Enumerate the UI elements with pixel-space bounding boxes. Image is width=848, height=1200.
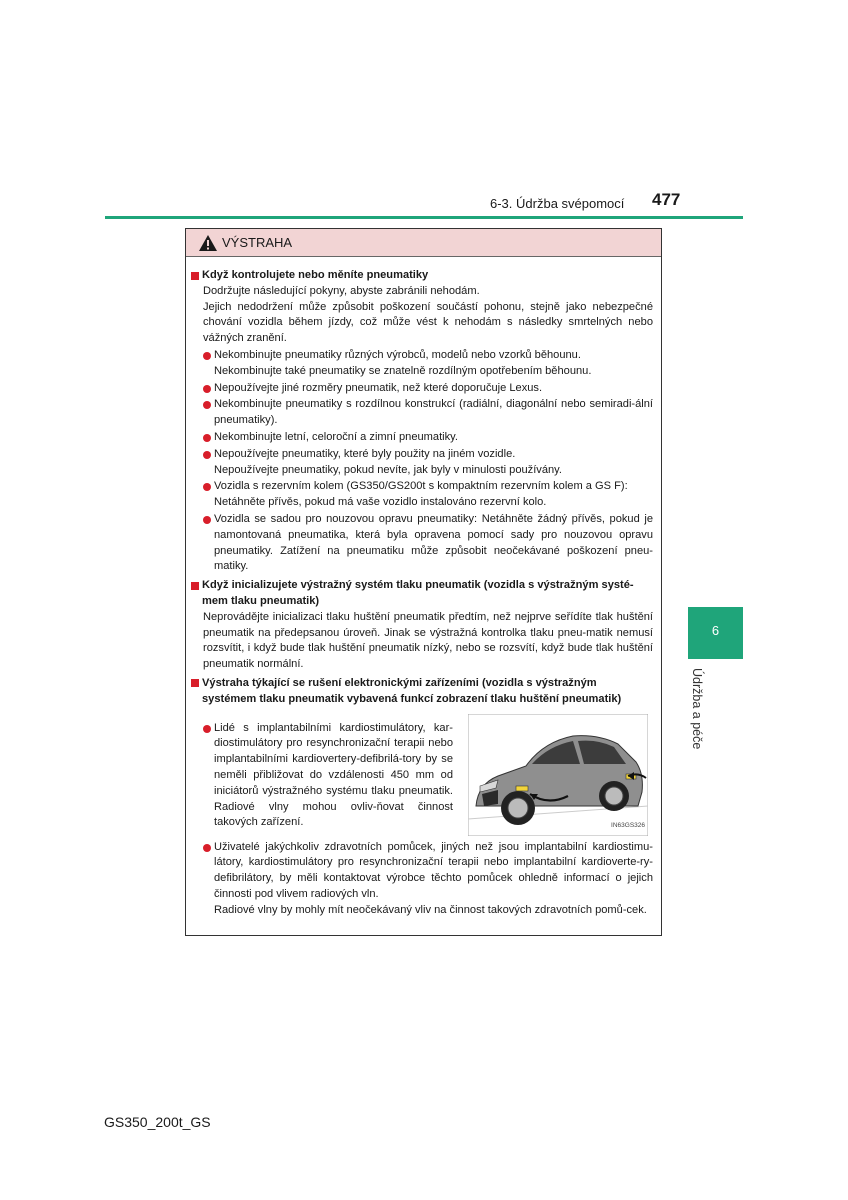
bullet-text: Nepoužívejte pneumatiky, pokud nevíte, jak byly v minulosti používány.	[214, 463, 562, 476]
list-item	[203, 397, 653, 429]
bullet-list	[189, 348, 653, 575]
bullet-text: Vozidla s rezervním kolem (GS350/GS200t s kompaktním rezervním kolem a GS F):	[214, 480, 628, 493]
bullet-text: Nepoužívejte pneumatiky, které byly použity na jiném vozidle.	[214, 447, 516, 460]
bullet-text: Nekombinujte letní, celoroční a zimní pneumatiky.	[214, 430, 458, 443]
footer-model-code: GS350_200t_GS	[104, 1114, 211, 1130]
bullet-text: Lidé s implantabilními kardiostimulátory, kar-diostimulátory pro resynchronizační terapii nebo implantabilními kardiovertery-defibrilá-tory by se neměli přibližovat do vzdálenosti 450 mm od iniciátorů výstražného systému tlaku pneumatik. Radiové vlny mohou ovliv-ňovat činnost takových zařízení.	[214, 721, 453, 829]
list-item	[203, 348, 653, 380]
section-intro	[189, 284, 653, 347]
list-item	[203, 430, 653, 446]
bullet-text: Radiové vlny by mohly mít neočekávaný vliv na činnost takových zdravotních pomů-cek.	[214, 903, 647, 916]
chapter-number: 6	[711, 623, 720, 638]
list-item	[203, 512, 653, 575]
bullet-text: Nepoužívejte jiné rozměry pneumatik, než které doporučuje Lexus.	[214, 381, 543, 394]
list-item	[203, 381, 653, 397]
section-heading: Když kontrolujete nebo měníte pneumatiky	[189, 268, 653, 284]
bullet-text: Uživatelé jakýchkoliv zdravotních pomůcek, jiných než jsou implantabilní kardiostimu-látory, kardiostimulátory pro resynchronizační terapii nebo implantabilní kardioverte-ry-defibrilátory, by měli kontaktovat výrobce těchto pomůcek ohledně informací o jejich činnosti pod vlivem radiových vln.	[214, 840, 653, 900]
section-heading: Výstraha týkající se rušení elektronickými zařízeními (vozidla s výstražným systémem tlaku pneumatik vybavená funkcí zobrazení tlaku huštění pneumatik)	[189, 676, 653, 708]
chapter-tab	[688, 607, 743, 659]
page-number: 477	[652, 190, 681, 209]
section-title: 6-3. Údržba svépomocí	[490, 196, 625, 211]
bullet-list	[189, 840, 653, 919]
warning-title: VÝSTRAHA	[222, 235, 293, 250]
list-item	[203, 721, 453, 832]
list-item	[203, 840, 653, 919]
section-interference	[189, 676, 653, 919]
warning-box	[185, 228, 662, 936]
header-rule	[105, 216, 743, 219]
car-illustration	[468, 714, 648, 836]
chapter-title: Údržba a péče	[690, 668, 704, 750]
section-tpms-init	[189, 578, 653, 673]
bullet-text: Vozidla se sadou pro nouzovou opravu pneumatiky: Netáhněte žádný přívěs, pokud je namontovaná pneumatika, která byla opravena pomocí sady pro nouzovou opravu pneumatiky. Zatížení na pneumatiku může způsobit neočekávané poškození pneu-matiky.	[214, 512, 653, 573]
section-intro	[189, 610, 653, 673]
bullet-text: Netáhněte přívěs, pokud má vaše vozidlo instalováno rezervní kolo.	[214, 496, 547, 509]
figure-row	[189, 720, 653, 836]
warning-body	[186, 257, 661, 919]
intro-paragraph: Dodržujte následující pokyny, abyste zabránili nehodám.	[203, 284, 480, 297]
list-item	[203, 479, 653, 511]
figure-caption: IN63GS326	[611, 821, 645, 829]
bullet-text: Nekombinujte také pneumatiky se znatelně rozdílným opotřebením běhounu.	[214, 364, 592, 377]
bullet-text: Nekombinujte pneumatiky různých výrobců, modelů nebo vzorků běhounu.	[214, 348, 581, 361]
warning-header	[186, 229, 661, 257]
section-tire-check	[189, 268, 653, 575]
bullet-text: Nekombinujte pneumatiky s rozdílnou konstrukcí (radiální, diagonální nebo semiradi-ální pneumatiky).	[214, 398, 653, 427]
intro-paragraph: Neprovádějte inicializaci tlaku huštění pneumatik předtím, než nejprve seřídíte tlak huštění pneumatik na předepsanou úroveň. Jinak se výstražná kontrolka tlaku pneu-matik nemusí rozsvítit, i když bude tlak huštění pneumatik nízký, nebo se rozsvítí, když bude tlak huštění pneumatik normální.	[203, 610, 653, 671]
figure-text	[189, 720, 453, 836]
bullet-list	[203, 721, 453, 832]
warning-triangle-icon	[198, 234, 218, 252]
section-heading: Když inicializujete výstražný systém tlaku pneumatik (vozidla s výstražným systé-mem tlaku pneumatik)	[189, 578, 653, 610]
list-item	[203, 447, 653, 479]
intro-paragraph: Jejich nedodržení může způsobit poškození součástí pohonu, stejně jako nebezpečné chování vozidla během jízdy, což může vést k nehodám s následky smrtelných nebo vážných zranění.	[203, 300, 653, 345]
